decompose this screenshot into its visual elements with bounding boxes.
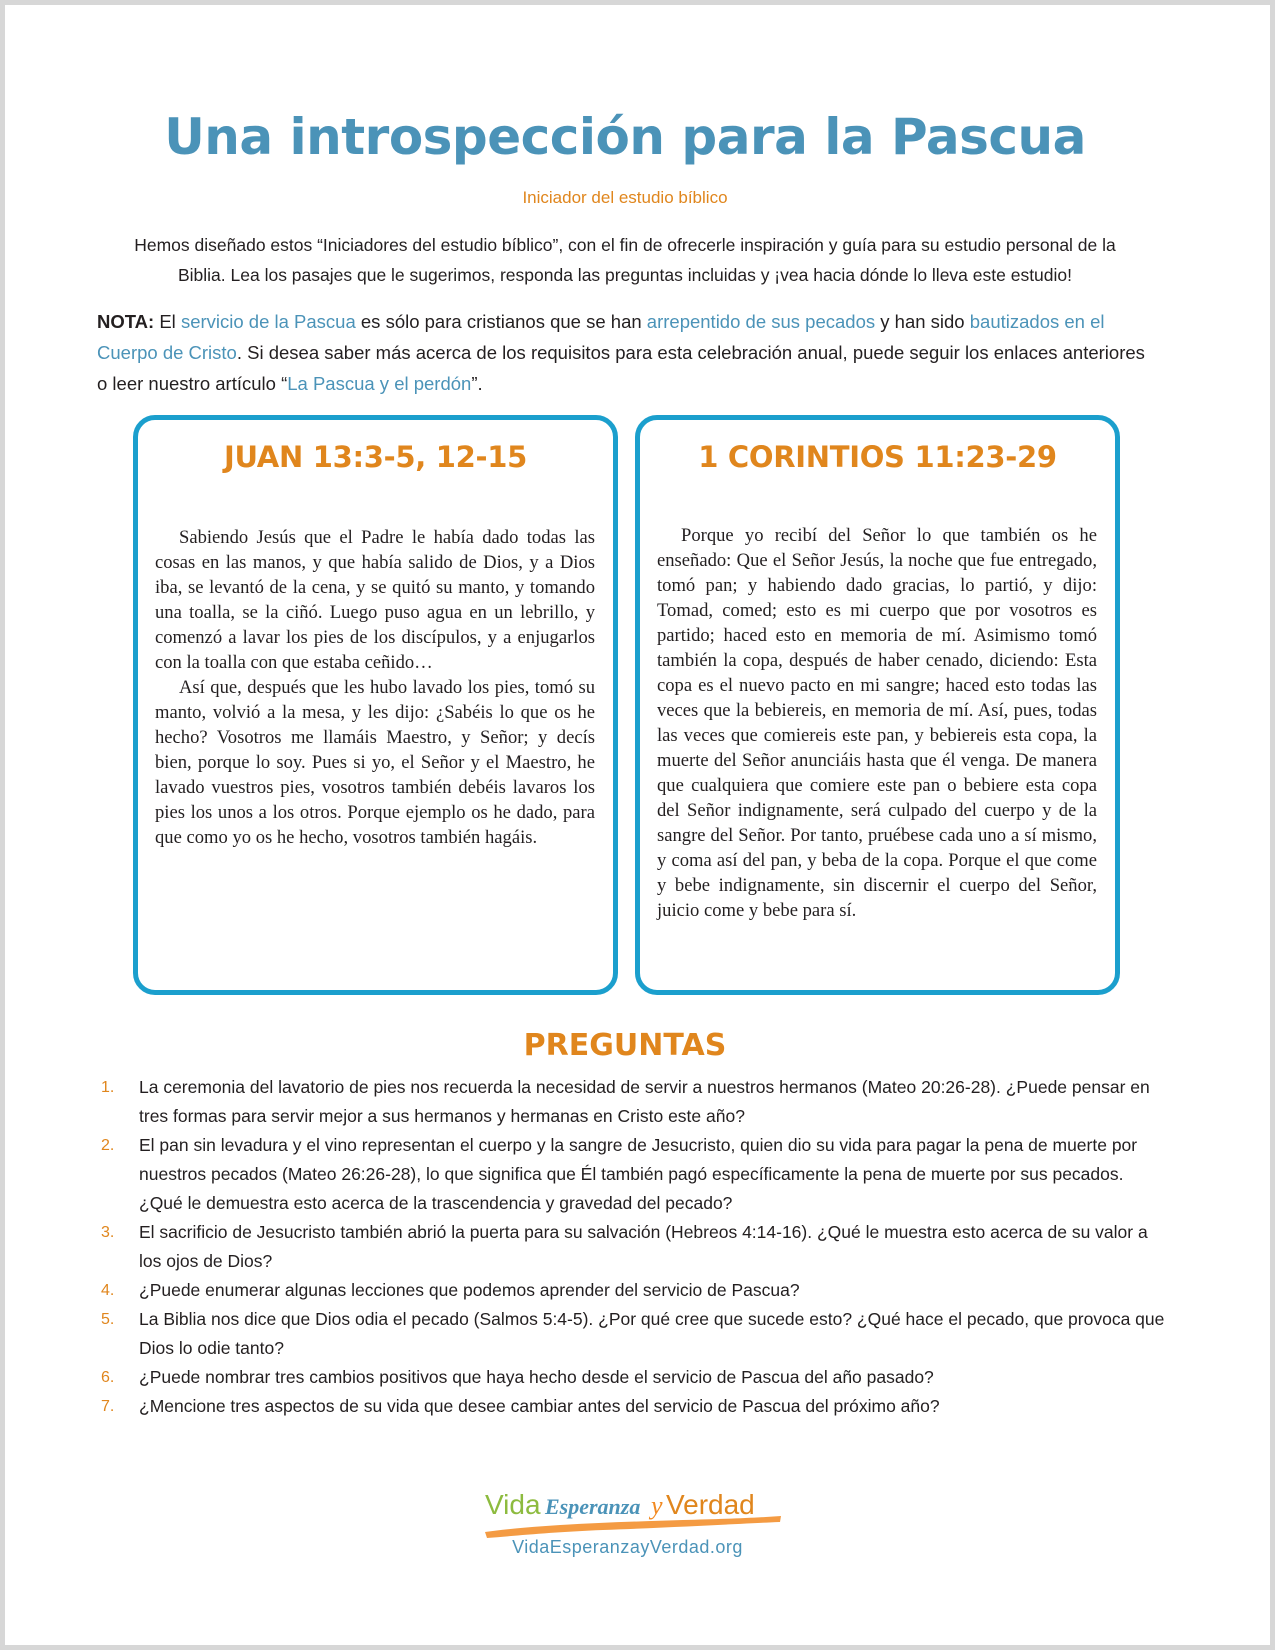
passage-paragraph: Porque yo recibí del Señor lo que también os he enseñado: Que el Señor Jesús, la noche que fue entregado, tomó pan; y habiendo dado gracias, lo partió, y dijo: Tomad, comed; esto es mi cuerpo que por vosotros es partido; haced esto en memoria de mí. Asimismo tomó también la copa, después de haber cenado, diciendo: Esta copa es el nuevo pacto en mi sangre; haced esto todas las veces que la bebiereis, en memoria de mí. Así, pues, todas las veces que comiereis este pan, y bebiereis esta copa, la muerte del Señor anunciáis hasta que él venga. De manera que cualquiera que comiere este pan o bebiere esta copa del Señor indignamente, será culpado del cuerpo y de la sangre del Señor. Por tanto, pruébese cada uno a sí mismo, y coma así del pan, y beba de la copa. Porque el que come y bebe indignamente, sin discernir el cuerpo del Señor, juicio come y bebe para sí. [657, 525, 1097, 921]
question-text: ¿Puede enumerar algunas lecciones que podemos aprender del servicio de Pascua? [139, 1280, 800, 1300]
question-text: El pan sin levadura y el vino representan el cuerpo y la sangre de Jesucristo, quien dio su vida para pagar la pena de muerte por nuestros pecados (Mateo 26:26-28), lo que significa que Él también pagó específicamente la pena de muerte por sus pecados. ¿Qué le demuestra esto acerca de la trascendencia y gravedad del pecado? [139, 1135, 1138, 1213]
question-item [101, 1131, 1171, 1218]
passage-paragraph: Así que, después que les hubo lavado los pies, tomó su manto, volvió a la mesa, y les dijo: ¿Sabéis lo que os he hecho? Vosotros me llamáis Maestro, y Señor; y decís bien, porque lo soy. Pues si yo, el Señor y el Maestro, he lavado vuestros pies, vosotros también debéis lavaros los pies los unos a los otros. Porque ejemplo os he dado, para que como yo os he hecho, vosotros también hagáis. [155, 677, 595, 848]
question-number: 1. [101, 1079, 115, 1096]
questions-list [101, 1073, 1171, 1421]
logo-word-verdad: Verdad [666, 1489, 755, 1520]
question-text: ¿Mencione tres aspectos de su vida que desee cambiar antes del servicio de Pascua del próximo año? [139, 1396, 940, 1416]
link-passover-service[interactable]: servicio de la Pascua [180, 311, 356, 332]
question-text: La Biblia nos dice que Dios odia el pecado (Salmos 5:4-5). ¿Por qué cree que sucede esto? ¿Qué hace el pecado, que provoca que Dios lo odie tanto? [139, 1309, 1165, 1358]
passage-box-corinthians [635, 415, 1120, 995]
questions-title: PREGUNTAS [523, 1028, 727, 1063]
link-repentance[interactable]: arrepentido de sus pecados [646, 311, 876, 332]
page-subtitle: Iniciador del estudio bíblico [522, 188, 728, 207]
document-page [5, 5, 1270, 1645]
question-number: 3. [101, 1224, 115, 1241]
question-text: ¿Puede nombrar tres cambios positivos que haya hecho desde el servicio de Pascua del año pasado? [139, 1367, 934, 1387]
question-item [101, 1392, 1171, 1421]
page-title: Una introspección para la Pascua [164, 108, 1086, 166]
note-text: ”. [471, 373, 483, 394]
question-item [101, 1363, 1171, 1392]
logo-word-y: y [651, 1491, 663, 1520]
question-item [101, 1305, 1171, 1363]
note-text: . Si desea saber más acerca de los requisitos para esta celebración anual, puede seguir los enlaces anteriores o leer nuestro artículo “ [97, 342, 1145, 394]
passage-paragraph: Sabiendo Jesús que el Padre le había dado todas las cosas en las manos, y que había salido de Dios, y a Dios iba, se levantó de la cena, y se quitó su manto, y tomando una toalla, se la ciñó. Luego puso agua en un lebrillo, y comenzó a lavar los pies de los discípulos, y a enjugarlos con la toalla con que estaba ceñido… [155, 527, 595, 673]
logo-word-vida: Vida [485, 1489, 541, 1520]
passage-reference: JUAN 13:3-5, 12-15 [223, 440, 528, 474]
passage-text [657, 523, 1097, 923]
note-label: NOTA: [97, 311, 155, 332]
question-number: 5. [101, 1311, 115, 1328]
note-paragraph [97, 306, 1147, 399]
passage-reference: 1 CORINTIOS 11:23-29 [698, 440, 1057, 474]
question-item [101, 1218, 1171, 1276]
question-number: 6. [101, 1369, 115, 1386]
note-text: es sólo para cristianos que se han [355, 311, 647, 332]
link-baptism[interactable]: bautizados en el Cuerpo de Cristo [97, 311, 1105, 363]
note-text: y han sido [875, 311, 970, 332]
question-number: 4. [101, 1282, 115, 1299]
passage-text [155, 525, 595, 850]
question-item [101, 1276, 1171, 1305]
note-text: El [154, 311, 181, 332]
logo-word-esperanza: Esperanza [545, 1494, 641, 1519]
passage-box-john [133, 415, 618, 995]
question-number: 7. [101, 1398, 115, 1415]
question-text: La ceremonia del lavatorio de pies nos recuerda la necesidad de servir a nuestros hermanos (Mateo 20:26-28). ¿Puede pensar en tres formas para servir mejor a sus hermanos y hermanas en Cristo este año? [139, 1077, 1150, 1126]
brand-logo[interactable] [483, 1484, 783, 1544]
intro-paragraph: Hemos diseñado estos “Iniciadores del estudio bíblico”, con el fin de ofrecerle inspiración y guía para su estudio personal de la Biblia. Lea los pasajes que le sugerimos, responda las preguntas incluidas y ¡vea hacia dónde lo lleva este estudio! [134, 235, 1116, 285]
website-url[interactable]: VidaEsperanzayVerdad.org [512, 1537, 743, 1557]
question-item [101, 1073, 1171, 1131]
question-text: El sacrificio de Jesucristo también abrió la puerta para su salvación (Hebreos 4:14-16). ¿Qué le muestra esto acerca de su valor a los ojos de Dios? [139, 1222, 1148, 1271]
question-number: 2. [101, 1137, 115, 1154]
link-passover-forgiveness-article[interactable]: La Pascua y el perdón [287, 373, 472, 394]
